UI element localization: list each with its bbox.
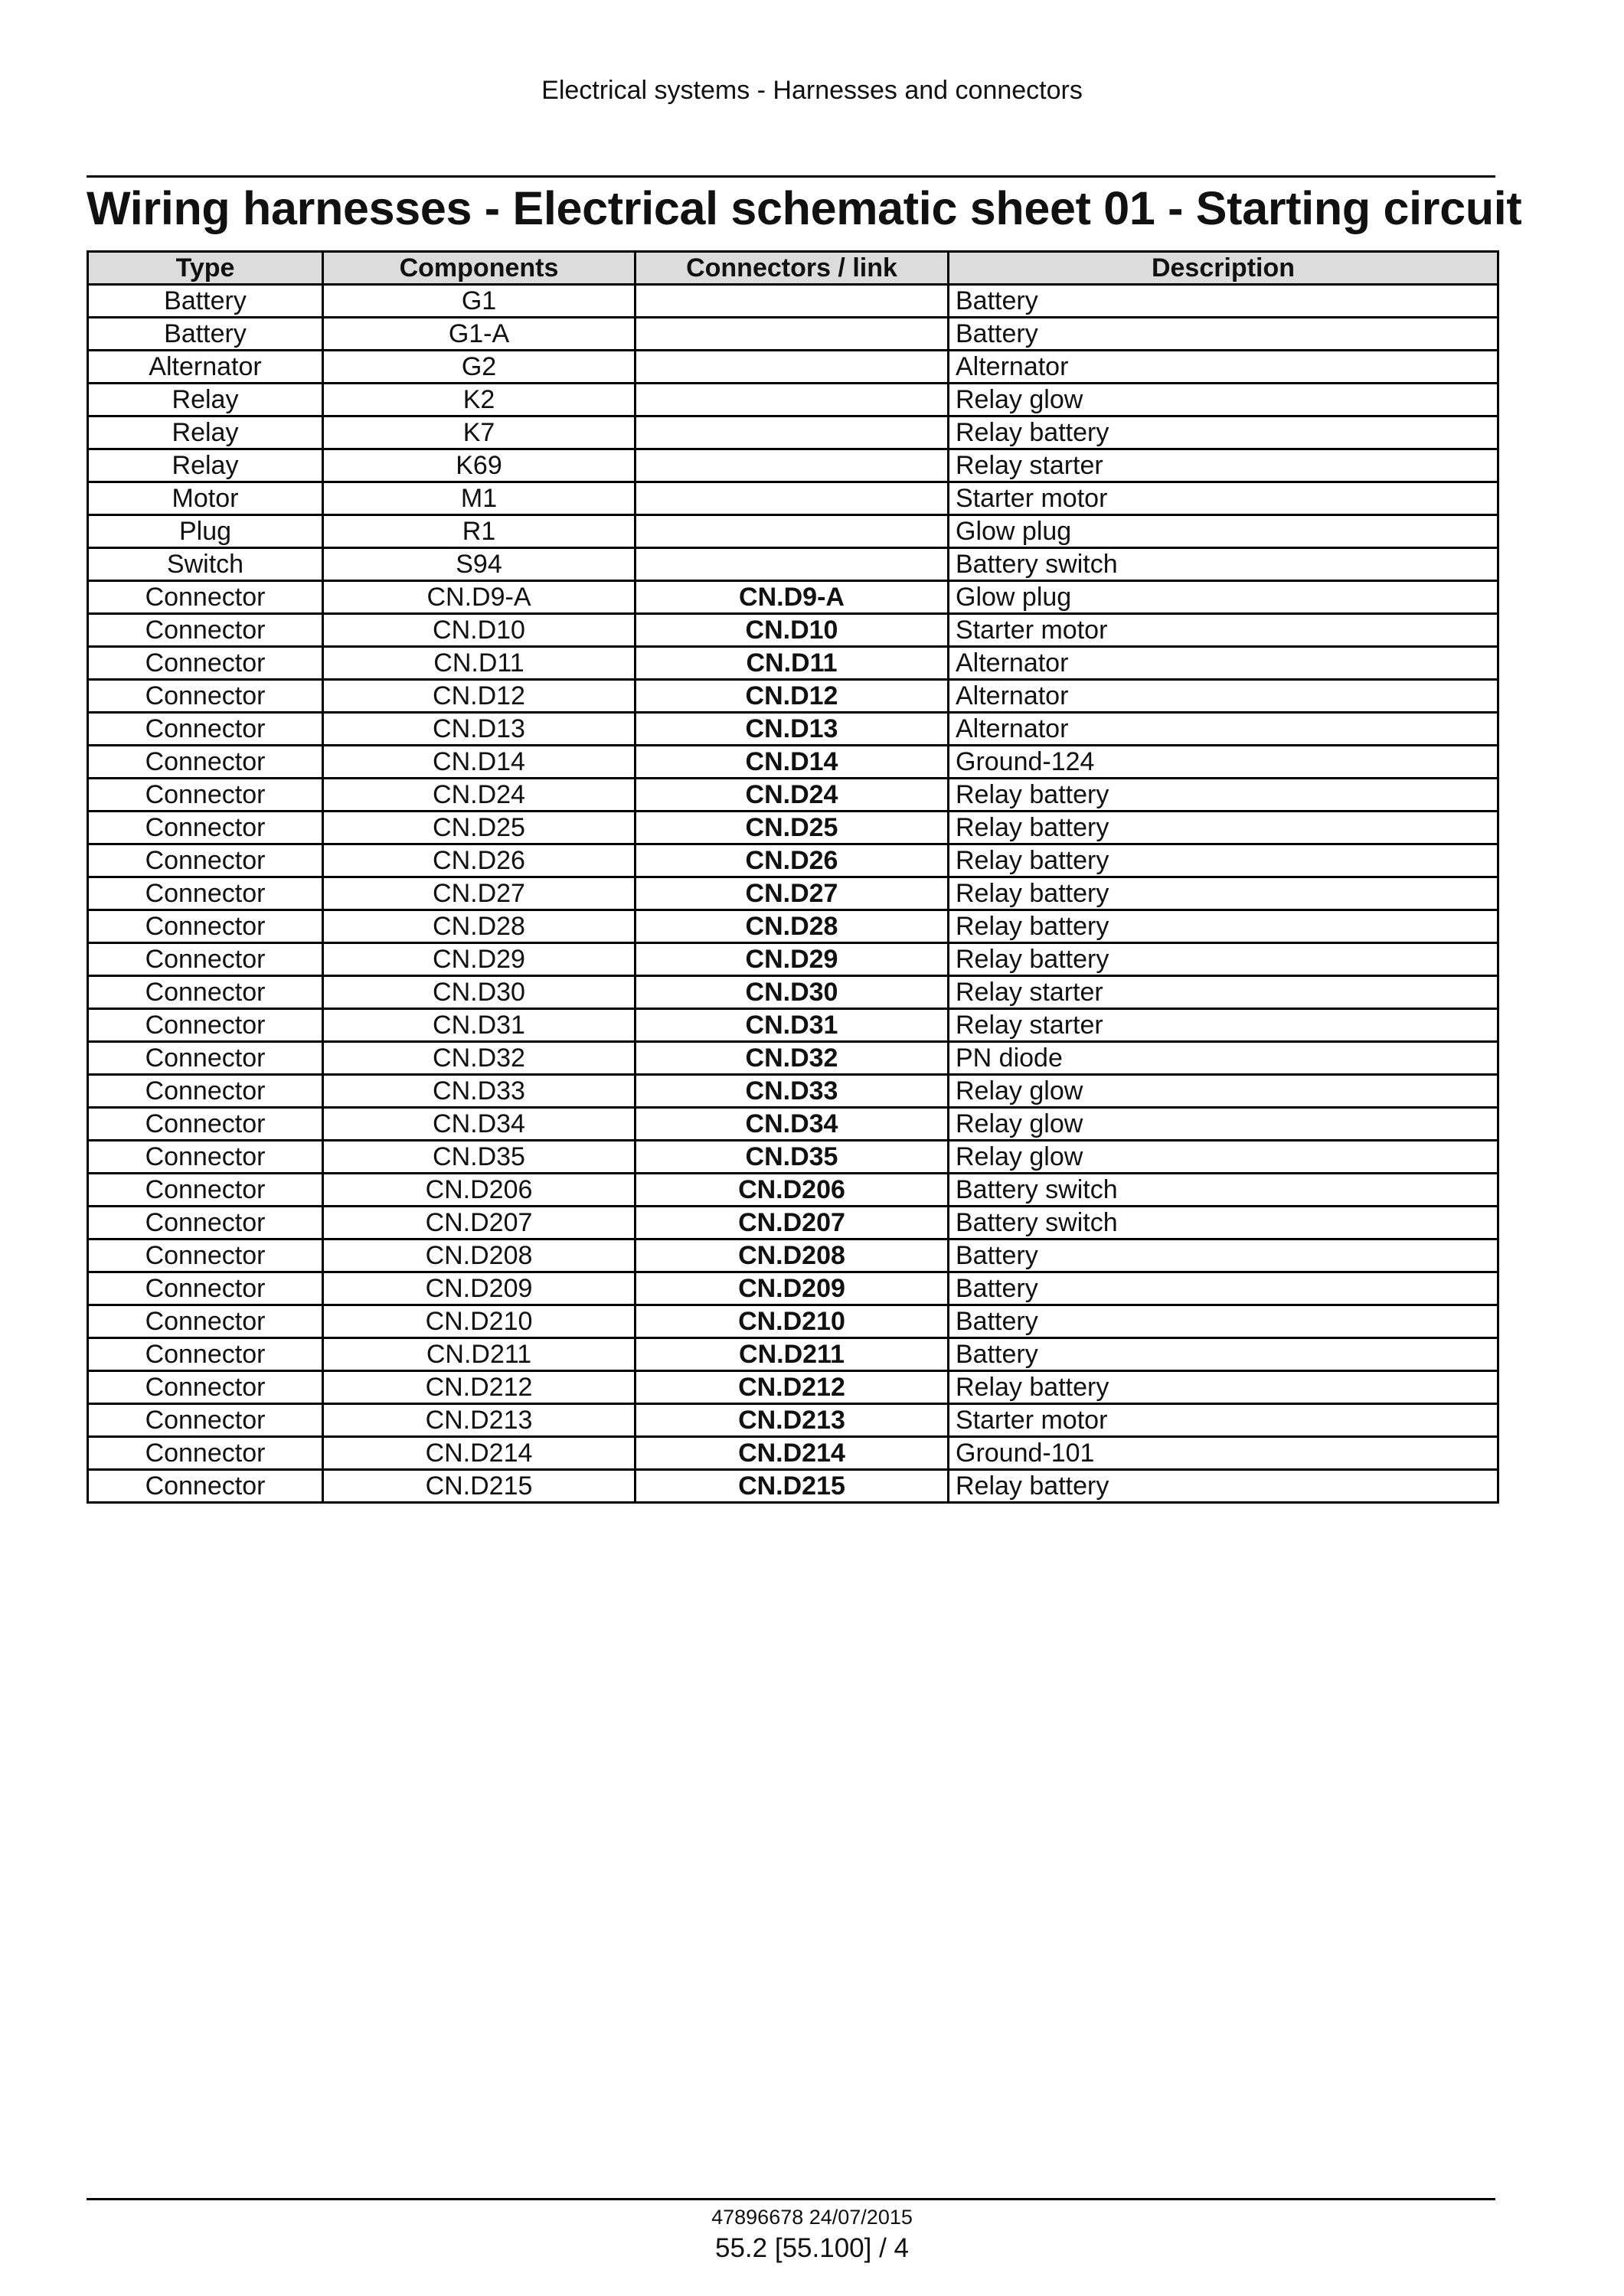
cell-description: Battery xyxy=(949,1305,1498,1338)
table-row xyxy=(88,1207,1498,1239)
table-row xyxy=(88,779,1498,812)
cell-type: Connector xyxy=(88,1075,323,1108)
cell-description: Ground-124 xyxy=(949,746,1498,779)
cell-connector: CN.D12 xyxy=(636,680,949,713)
cell-connector: CN.D10 xyxy=(636,614,949,647)
cell-description: Starter motor xyxy=(949,482,1498,515)
cell-component: G2 xyxy=(323,351,636,384)
cell-component: G1-A xyxy=(323,318,636,351)
cell-type: Connector xyxy=(88,1371,323,1404)
cell-connector: CN.D28 xyxy=(636,910,949,943)
table-row xyxy=(88,548,1498,581)
table-row xyxy=(88,844,1498,877)
table-row xyxy=(88,1437,1498,1470)
cell-type: Connector xyxy=(88,1239,323,1272)
cell-description: Relay battery xyxy=(949,844,1498,877)
cell-description: Relay battery xyxy=(949,910,1498,943)
cell-description: Battery xyxy=(949,1272,1498,1305)
cell-type: Connector xyxy=(88,680,323,713)
table-row xyxy=(88,812,1498,844)
table-row xyxy=(88,581,1498,614)
column-header-type: Type xyxy=(88,252,323,285)
cell-connector: CN.D207 xyxy=(636,1207,949,1239)
cell-component: S94 xyxy=(323,548,636,581)
cell-type: Connector xyxy=(88,746,323,779)
cell-connector xyxy=(636,515,949,548)
cell-component: CN.D30 xyxy=(323,976,636,1009)
table-row xyxy=(88,351,1498,384)
cell-type: Relay xyxy=(88,449,323,482)
cell-component: CN.D35 xyxy=(323,1141,636,1174)
cell-description: PN diode xyxy=(949,1042,1498,1075)
cell-description: Battery xyxy=(949,1239,1498,1272)
cell-description: Relay glow xyxy=(949,1108,1498,1141)
table-header xyxy=(88,252,1498,285)
cell-type: Connector xyxy=(88,1470,323,1503)
cell-connector: CN.D33 xyxy=(636,1075,949,1108)
cell-description: Battery xyxy=(949,1338,1498,1371)
footer-rule xyxy=(87,2198,1495,2200)
table-row xyxy=(88,1075,1498,1108)
cell-type: Connector xyxy=(88,581,323,614)
cell-type: Connector xyxy=(88,614,323,647)
cell-connector xyxy=(636,416,949,449)
cell-description: Relay glow xyxy=(949,1141,1498,1174)
cell-description: Relay starter xyxy=(949,449,1498,482)
cell-component: CN.D206 xyxy=(323,1174,636,1207)
cell-connector: CN.D35 xyxy=(636,1141,949,1174)
table-row xyxy=(88,647,1498,680)
cell-connector: CN.D211 xyxy=(636,1338,949,1371)
table-row xyxy=(88,713,1498,746)
cell-description: Relay glow xyxy=(949,1075,1498,1108)
cell-component: CN.D31 xyxy=(323,1009,636,1042)
cell-component: CN.D210 xyxy=(323,1305,636,1338)
cell-type: Connector xyxy=(88,1174,323,1207)
cell-type: Connector xyxy=(88,1207,323,1239)
cell-description: Relay battery xyxy=(949,1470,1498,1503)
cell-type: Motor xyxy=(88,482,323,515)
cell-type: Connector xyxy=(88,1272,323,1305)
cell-connector: CN.D26 xyxy=(636,844,949,877)
cell-component: CN.D33 xyxy=(323,1075,636,1108)
cell-component: CN.D208 xyxy=(323,1239,636,1272)
table-row xyxy=(88,1371,1498,1404)
table-row xyxy=(88,910,1498,943)
cell-description: Battery xyxy=(949,318,1498,351)
cell-type: Connector xyxy=(88,910,323,943)
cell-component: CN.D27 xyxy=(323,877,636,910)
cell-description: Alternator xyxy=(949,351,1498,384)
cell-connector: CN.D9-A xyxy=(636,581,949,614)
column-header-description: Description xyxy=(949,252,1498,285)
cell-component: CN.D13 xyxy=(323,713,636,746)
column-header-components: Components xyxy=(323,252,636,285)
cell-description: Starter motor xyxy=(949,1404,1498,1437)
cell-component: CN.D214 xyxy=(323,1437,636,1470)
cell-connector: CN.D214 xyxy=(636,1437,949,1470)
cell-connector xyxy=(636,351,949,384)
cell-type: Connector xyxy=(88,844,323,877)
cell-component: CN.D24 xyxy=(323,779,636,812)
footer-page-ref: 55.2 [55.100] / 4 xyxy=(715,2233,909,2263)
cell-component: CN.D207 xyxy=(323,1207,636,1239)
cell-type: Switch xyxy=(88,548,323,581)
cell-connector: CN.D206 xyxy=(636,1174,949,1207)
cell-description: Relay starter xyxy=(949,976,1498,1009)
cell-component: CN.D34 xyxy=(323,1108,636,1141)
cell-type: Connector xyxy=(88,713,323,746)
cell-connector xyxy=(636,384,949,416)
cell-connector: CN.D32 xyxy=(636,1042,949,1075)
cell-component: CN.D9-A xyxy=(323,581,636,614)
cell-connector xyxy=(636,318,949,351)
cell-component: CN.D25 xyxy=(323,812,636,844)
cell-description: Battery xyxy=(949,285,1498,318)
page-title: Wiring harnesses - Electrical schematic sheet 01 - Starting circuit xyxy=(87,182,1522,234)
cell-type: Plug xyxy=(88,515,323,548)
cell-connector: CN.D210 xyxy=(636,1305,949,1338)
cell-component: CN.D209 xyxy=(323,1272,636,1305)
cell-type: Connector xyxy=(88,1437,323,1470)
cell-description: Starter motor xyxy=(949,614,1498,647)
column-header-connectors: Connectors / link xyxy=(636,252,949,285)
cell-type: Connector xyxy=(88,1108,323,1141)
table-row xyxy=(88,1338,1498,1371)
cell-type: Connector xyxy=(88,943,323,976)
cell-component: R1 xyxy=(323,515,636,548)
cell-description: Battery switch xyxy=(949,1207,1498,1239)
cell-component: K7 xyxy=(323,416,636,449)
table-row xyxy=(88,384,1498,416)
cell-type: Connector xyxy=(88,976,323,1009)
cell-type: Connector xyxy=(88,779,323,812)
harness-table xyxy=(87,250,1499,1504)
cell-component: K2 xyxy=(323,384,636,416)
table-body xyxy=(88,285,1498,1503)
cell-type: Battery xyxy=(88,285,323,318)
cell-description: Relay battery xyxy=(949,779,1498,812)
table-row xyxy=(88,614,1498,647)
cell-connector: CN.D29 xyxy=(636,943,949,976)
cell-description: Relay battery xyxy=(949,943,1498,976)
cell-type: Connector xyxy=(88,1404,323,1437)
cell-description: Alternator xyxy=(949,680,1498,713)
cell-component: CN.D213 xyxy=(323,1404,636,1437)
table-row xyxy=(88,943,1498,976)
cell-description: Relay battery xyxy=(949,812,1498,844)
cell-connector: CN.D25 xyxy=(636,812,949,844)
cell-connector: CN.D31 xyxy=(636,1009,949,1042)
table-row xyxy=(88,1470,1498,1503)
cell-connector: CN.D215 xyxy=(636,1470,949,1503)
cell-connector xyxy=(636,548,949,581)
cell-component: CN.D29 xyxy=(323,943,636,976)
table-row xyxy=(88,482,1498,515)
cell-component: CN.D14 xyxy=(323,746,636,779)
cell-description: Relay battery xyxy=(949,877,1498,910)
cell-type: Connector xyxy=(88,647,323,680)
cell-component: CN.D11 xyxy=(323,647,636,680)
cell-type: Connector xyxy=(88,1338,323,1371)
table-row xyxy=(88,1042,1498,1075)
cell-type: Connector xyxy=(88,1042,323,1075)
cell-description: Glow plug xyxy=(949,515,1498,548)
table-row xyxy=(88,1141,1498,1174)
cell-description: Battery switch xyxy=(949,548,1498,581)
cell-connector: CN.D13 xyxy=(636,713,949,746)
cell-connector: CN.D14 xyxy=(636,746,949,779)
running-header: Electrical systems - Harnesses and connectors xyxy=(541,76,1083,105)
table-row xyxy=(88,976,1498,1009)
cell-description: Relay battery xyxy=(949,416,1498,449)
cell-component: CN.D212 xyxy=(323,1371,636,1404)
cell-connector: CN.D11 xyxy=(636,647,949,680)
cell-type: Alternator xyxy=(88,351,323,384)
table-row xyxy=(88,1404,1498,1437)
cell-description: Battery switch xyxy=(949,1174,1498,1207)
cell-connector xyxy=(636,285,949,318)
cell-type: Relay xyxy=(88,416,323,449)
table-row xyxy=(88,285,1498,318)
cell-component: M1 xyxy=(323,482,636,515)
cell-connector: CN.D34 xyxy=(636,1108,949,1141)
cell-component: CN.D215 xyxy=(323,1470,636,1503)
cell-component: CN.D211 xyxy=(323,1338,636,1371)
cell-type: Connector xyxy=(88,1141,323,1174)
table-row xyxy=(88,877,1498,910)
cell-description: Relay starter xyxy=(949,1009,1498,1042)
table-row xyxy=(88,449,1498,482)
cell-type: Relay xyxy=(88,384,323,416)
table-row xyxy=(88,1239,1498,1272)
header-row xyxy=(88,252,1498,285)
cell-connector xyxy=(636,449,949,482)
cell-type: Connector xyxy=(88,812,323,844)
cell-type: Connector xyxy=(88,877,323,910)
table-row xyxy=(88,318,1498,351)
cell-component: CN.D10 xyxy=(323,614,636,647)
cell-type: Connector xyxy=(88,1009,323,1042)
cell-description: Relay battery xyxy=(949,1371,1498,1404)
table-row xyxy=(88,515,1498,548)
table-row xyxy=(88,1305,1498,1338)
cell-type: Battery xyxy=(88,318,323,351)
cell-connector: CN.D212 xyxy=(636,1371,949,1404)
table-row xyxy=(88,1108,1498,1141)
cell-description: Alternator xyxy=(949,713,1498,746)
cell-component: CN.D12 xyxy=(323,680,636,713)
cell-description: Alternator xyxy=(949,647,1498,680)
cell-connector: CN.D213 xyxy=(636,1404,949,1437)
cell-description: Ground-101 xyxy=(949,1437,1498,1470)
cell-connector: CN.D24 xyxy=(636,779,949,812)
cell-type: Connector xyxy=(88,1305,323,1338)
cell-connector xyxy=(636,482,949,515)
table-row xyxy=(88,1009,1498,1042)
cell-connector: CN.D208 xyxy=(636,1239,949,1272)
cell-component: G1 xyxy=(323,285,636,318)
cell-connector: CN.D30 xyxy=(636,976,949,1009)
cell-connector: CN.D27 xyxy=(636,877,949,910)
table-row xyxy=(88,1272,1498,1305)
cell-component: CN.D26 xyxy=(323,844,636,877)
cell-component: K69 xyxy=(323,449,636,482)
table-row xyxy=(88,1174,1498,1207)
cell-component: CN.D28 xyxy=(323,910,636,943)
cell-component: CN.D32 xyxy=(323,1042,636,1075)
cell-connector: CN.D209 xyxy=(636,1272,949,1305)
cell-description: Relay glow xyxy=(949,384,1498,416)
cell-description: Glow plug xyxy=(949,581,1498,614)
table-row xyxy=(88,746,1498,779)
table-row xyxy=(88,416,1498,449)
footer-doc-code: 47896678 24/07/2015 xyxy=(711,2206,913,2229)
table-row xyxy=(88,680,1498,713)
